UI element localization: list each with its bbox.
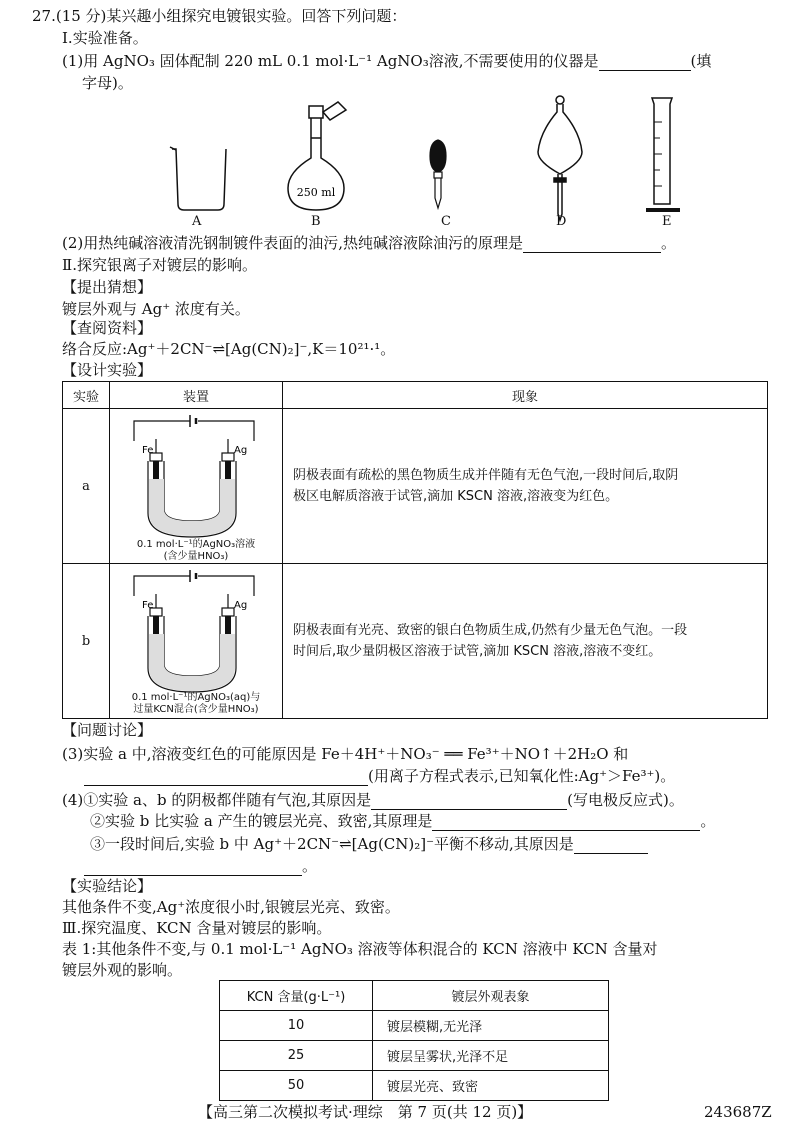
header-phenomenon: 现象 [283,382,768,409]
reference-text: 络合反应:Ag⁺＋2CN⁻⇌[Ag(CN)₂]⁻,K＝10²¹·¹。 [62,340,396,358]
electrolysis-device-a [110,409,282,563]
exam-code: 243687Z [704,1103,772,1121]
flask-volume-label: 250 ml [296,186,336,199]
kcn-appearance: 镀层呈雾状,光泽不足 [373,1041,609,1071]
q4-1-text [62,790,684,810]
electrolysis-device-b [110,564,282,718]
q1-text [62,51,711,71]
header-device: 装置 [110,382,283,409]
apparatus-drawing [160,92,700,232]
phenomenon-b-line2: 时间后,取少量阴极区溶液于试管,滴加 KSCN 溶液,溶液不变红。 [293,644,662,659]
q3-answer-blank[interactable] [84,769,368,786]
table-row [63,409,768,564]
discussion-title: 【问题讨论】 [62,721,153,739]
electrode-label-ag-a: Ag [234,445,248,456]
part2-title: Ⅱ.探究银离子对镀层的影响。 [62,256,257,274]
q4-2-tail: 。 [700,812,716,830]
q2-text [62,233,676,253]
apparatus-figure [160,92,700,232]
phenomenon-a [283,409,768,564]
q4-1-answer-blank[interactable] [371,793,567,810]
q2-stem: (2)用热纯碱溶液清洗钢制镀件表面的油污,热纯碱溶液除油污的原理是 [62,234,524,252]
q3-line2 [84,766,675,786]
table-row [220,1041,609,1071]
beaker-icon [170,147,226,210]
kcn-value: 25 [220,1041,373,1071]
kcn-appearance: 镀层光亮、致密 [373,1071,609,1101]
q4-2-text [90,811,715,831]
electrode-label-fe-a: Fe [142,445,154,456]
apparatus-label-c: C [441,214,451,229]
phenomenon-a-line1: 阴极表面有疏松的黑色物质生成并伴随有无色气泡,一段时间后,取阴 [293,468,679,483]
header-exp: 实验 [63,382,110,409]
q4-3-stem: ③一段时间后,实验 b 中 Ag⁺＋2CN⁻⇌[Ag(CN)₂]⁻平衡不移动,其原因是 [90,835,574,853]
conclusion-title: 【实验结论】 [62,877,153,895]
table-row [220,1071,609,1101]
phenomenon-b-line1: 阴极表面有光亮、致密的银白色物质生成,仍然有少量无色气泡。一段 [293,623,688,638]
q4-3-line2 [84,856,317,876]
kcn-header-content: KCN 含量(g·L⁻¹) [220,981,373,1011]
device-caption-a-line1: 0.1 mol·L⁻¹的AgNO₃溶液 [136,539,256,550]
dropper-icon [430,140,446,208]
device-caption-a-line2: (含少量HNO₃) [163,551,229,562]
device-caption-b-line1: 0.1 mol·L⁻¹的AgNO₃(aq)与 [131,692,261,703]
design-table-header [63,382,768,409]
q3-tail: (用离子方程式表示,已知氧化性:Ag⁺＞Fe³⁺)。 [368,767,676,785]
separatory-funnel-icon [538,96,582,220]
table-row [220,1011,609,1041]
q4-2-answer-blank[interactable] [432,814,700,831]
table1-caption-line1: 表 1:其他条件不变,与 0.1 mol·L⁻¹ AgNO₃ 溶液等体积混合的 KCN 溶液中 KCN 含量对 [62,940,658,958]
q4-3-answer-blank[interactable] [574,837,648,854]
q2-answer-blank[interactable] [523,236,661,253]
design-table [62,381,768,719]
conclusion-text: 其他条件不变,Ag⁺浓度很小时,银镀层光亮、致密。 [62,898,400,916]
kcn-table [219,980,609,1101]
q4-1-stem: (4)①实验 a、b 的阴极都伴随有气泡,其原因是 [62,791,372,809]
kcn-header-appearance: 镀层外观表象 [373,981,609,1011]
design-title: 【设计实验】 [62,361,153,379]
kcn-value: 10 [220,1011,373,1041]
q1-answer-blank[interactable] [599,54,691,71]
table1-caption-line2: 镀层外观的影响。 [62,961,183,979]
q1-stem: (1)用 AgNO₃ 固体配制 220 mL 0.1 mol·L⁻¹ AgNO₃溶液,不需要使用的仪器是 [62,52,599,70]
q2-tail: 。 [661,234,677,252]
kcn-value: 50 [220,1071,373,1101]
kcn-table-header [220,981,609,1011]
q4-3-tail: 。 [302,857,318,875]
hypothesis-title: 【提出猜想】 [62,278,153,296]
exp-label-a: a [63,409,110,564]
apparatus-label-e: E [662,214,672,229]
q1-text-line2: 字母)。 [82,74,133,92]
exp-label-b: b [63,564,110,719]
q1-tail: (填 [690,52,712,70]
q4-3-text [90,834,648,854]
part1-title: Ⅰ.实验准备。 [62,29,148,47]
q4-1-tail: (写电极反应式)。 [567,791,684,809]
table-row [63,564,768,719]
apparatus-label-b: B [311,214,321,229]
device-caption-b-line2: 过量KCN混合(含少量HNO₃) [133,704,259,715]
electrode-label-ag-b: Ag [234,600,248,611]
q4-3-answer-blank-2[interactable] [84,859,302,876]
kcn-appearance: 镀层模糊,无光泽 [373,1011,609,1041]
page-footer: 【高三第二次模拟考试·理综 第 7 页(共 12 页)】 [198,1103,533,1121]
measuring-cylinder-icon [646,98,680,210]
q4-2-stem: ②实验 b 比实验 a 产生的镀层光亮、致密,其原理是 [90,812,433,830]
electrode-label-fe-b: Fe [142,600,154,611]
part3-title: Ⅲ.探究温度、KCN 含量对镀层的影响。 [62,919,332,937]
apparatus-label-a: A [192,214,202,229]
question-header: 27.(15 分)某兴趣小组探究电镀银实验。回答下列问题： [32,7,407,25]
phenomenon-b [283,564,768,719]
hypothesis-text: 镀层外观与 Ag⁺ 浓度有关。 [62,300,250,318]
phenomenon-a-line2: 极区电解质溶液于试管,滴加 KSCN 溶液,溶液变为红色。 [293,489,619,504]
q3-line1: (3)实验 a 中,溶液变红色的可能原因是 Fe＋4H⁺＋NO₃⁻ ══ Fe³⁺＋NO↑＋2H₂O 和 [62,745,629,763]
reference-title: 【查阅资料】 [62,319,153,337]
apparatus-label-d: D [556,214,567,229]
